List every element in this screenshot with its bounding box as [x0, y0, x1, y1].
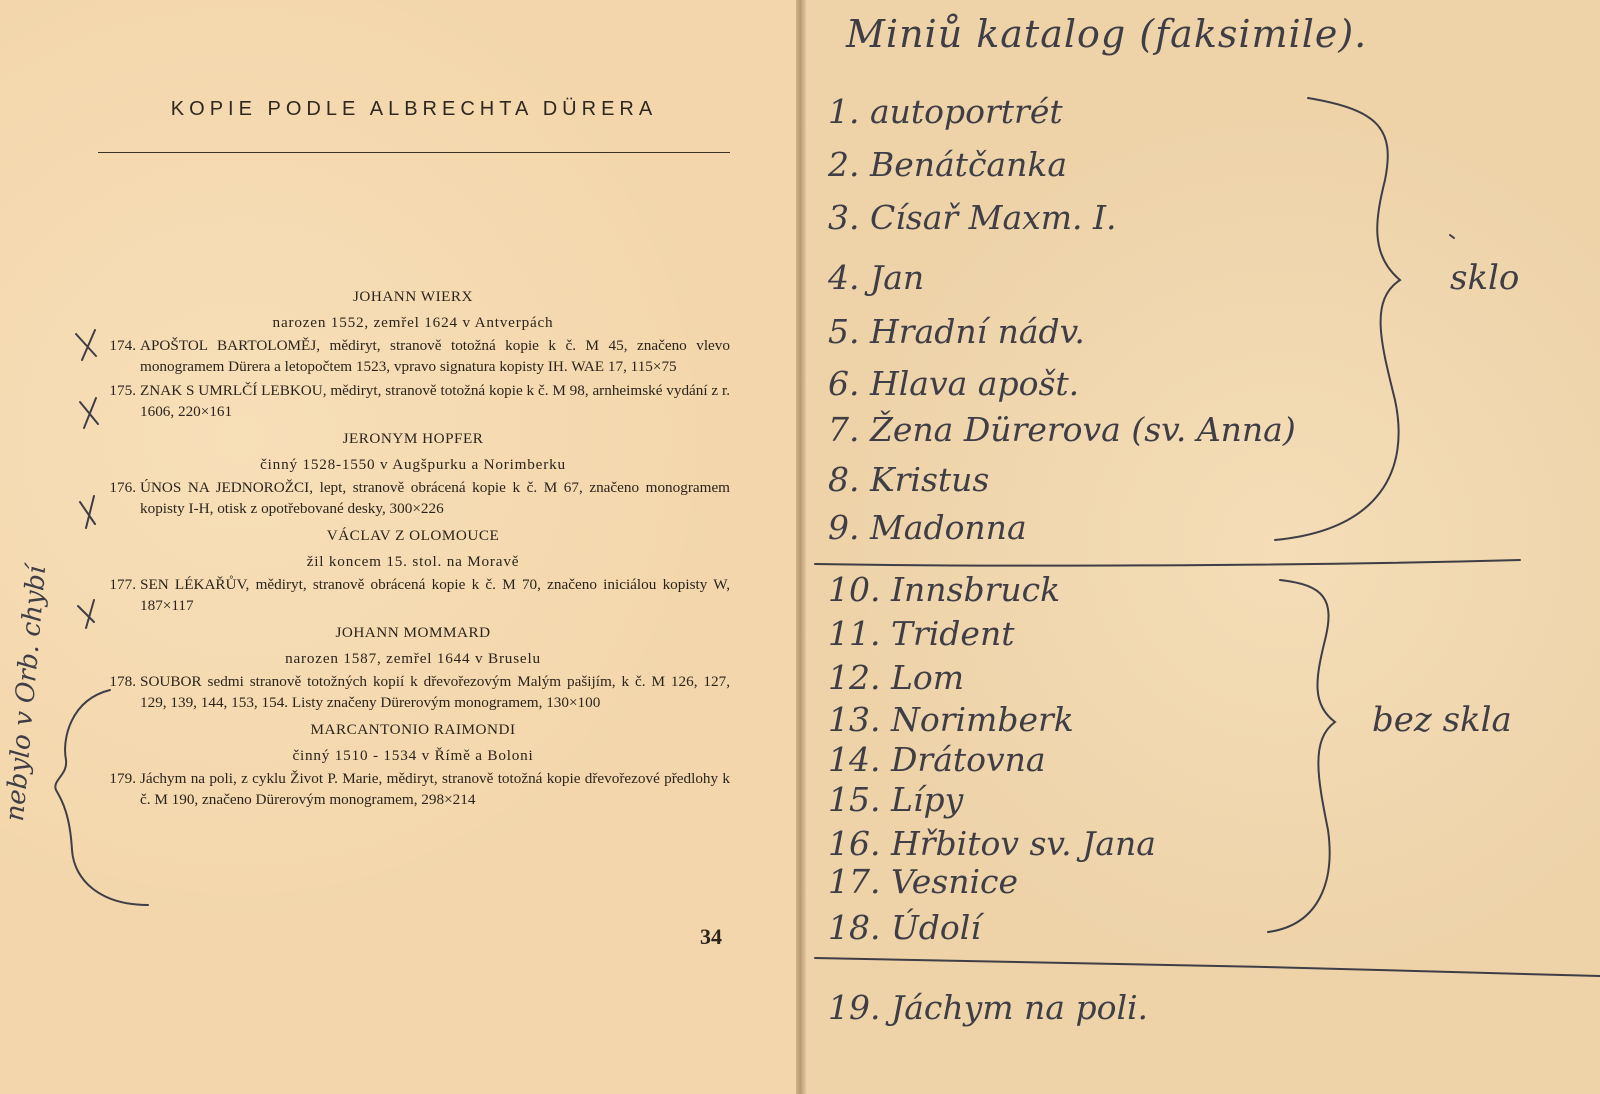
handwritten-item: 7. Žena Dürerova (sv. Anna)	[828, 410, 1296, 449]
catalog-entry	[96, 477, 730, 519]
catalog-entries	[96, 286, 730, 813]
handwritten-item: 11. Trident	[828, 614, 1015, 653]
handwritten-item: 2. Benátčanka	[828, 145, 1068, 184]
handwritten-item: 15. Lípy	[828, 780, 964, 819]
artist-bio: narozen 1552, zemřel 1624 v Antverpách	[272, 314, 554, 331]
catalog-entry	[96, 574, 730, 616]
handwritten-item: 3. Císař Maxm. I.	[828, 198, 1117, 237]
handwritten-item: 19. Jáchym na poli.	[828, 988, 1149, 1027]
artist-bio: žil koncem 15. stol. na Moravě	[306, 553, 520, 570]
artist-name: JERONYM HOPFER	[342, 430, 484, 447]
handwritten-item: 13. Norimberk	[828, 700, 1074, 739]
artist-bio: činný 1528-1550 v Augšpurku a Norimberku	[260, 456, 566, 473]
catalog-entry	[96, 335, 730, 377]
artist-bio: činný 1510 - 1534 v Římě a Boloni	[292, 747, 534, 764]
page-heading: KOPIE PODLE ALBRECHTA DÜRERA	[170, 98, 658, 120]
book-gutter	[796, 0, 806, 1094]
entry-text: SOUBOR sedmi stranově totožných kopií k dřevořezovým Malým pašijím, k č. M 126, 127, 129, 139, 144, 153, 154. Listy značeny Dürerovým monogramem, 130×100	[140, 673, 730, 711]
entry-number: 175.	[109, 382, 136, 399]
entry-number: 176.	[109, 479, 136, 496]
entry-number: 179.	[109, 770, 136, 787]
brace-label-bez-skla: bez skla	[1372, 700, 1512, 740]
entry-number: 177.	[109, 576, 136, 593]
entry-number: 174.	[109, 337, 136, 354]
entry-text: ÚNOS NA JEDNOROŽCI, lept, stranově obrácená kopie k č. M 67, značeno monogramem kopisty I-H, otisk z opotřebované desky, 300×226	[140, 479, 730, 517]
entry-number: 178.	[109, 673, 136, 690]
handwritten-item: 14. Drátovna	[828, 740, 1046, 779]
artist-name: MARCANTONIO RAIMONDI	[310, 721, 516, 738]
artist-name: VÁCLAV Z OLOMOUCE	[326, 527, 500, 544]
entry-text: ZNAK S UMRLČÍ LEBKOU, mědiryt, stranově totožná kopie k č. M 98, arnheimské vydání z r. 1606, 220×161	[140, 382, 730, 420]
handwritten-title: Miniů katalog (faksimile).	[846, 12, 1368, 56]
handwritten-item: 5. Hradní nádv.	[828, 312, 1085, 351]
page-number: 34	[700, 924, 722, 949]
artist-bio: narozen 1587, zemřel 1644 v Bruselu	[285, 650, 541, 667]
handwritten-item: 18. Údolí	[828, 908, 981, 947]
entry-text: Jáchym na poli, z cyklu Život P. Marie, mědiryt, stranově totožná kopie dřevořezové předlohy k č. M 190, značeno Dürerovým monogramem, 298×214	[140, 770, 730, 808]
handwritten-item: 4. Jan	[828, 258, 925, 297]
entry-text: APOŠTOL BARTOLOMĚJ, mědiryt, stranově totožná kopie k č. M 45, značeno vlevo monogramem Dürera a letopočtem 1523, vpravo signatura kopisty IH. WAE 17, 115×75	[140, 337, 730, 375]
handwritten-item: 9. Madonna	[828, 508, 1027, 547]
catalog-entry	[96, 671, 730, 713]
handwritten-item: 8. Kristus	[828, 460, 990, 499]
handwritten-margin-note: nebylo v Orb. chybí	[0, 564, 53, 823]
handwritten-item: 16. Hřbitov sv. Jana	[828, 824, 1156, 863]
catalog-entry	[96, 380, 730, 422]
handwritten-item: 12. Lom	[828, 658, 965, 697]
handwritten-item: 6. Hlava apošt.	[828, 364, 1080, 403]
artist-name: JOHANN MOMMARD	[335, 624, 491, 641]
handwritten-item: 1. autoportrét	[828, 92, 1063, 131]
handwritten-item: 17. Vesnice	[828, 862, 1019, 901]
entry-text: SEN LÉKAŘŮV, mědiryt, stranově obrácená kopie k č. M 70, značeno iniciálou kopisty W, 187×117	[140, 576, 730, 614]
artist-name: JOHANN WIERX	[352, 288, 474, 305]
heading-rule	[98, 152, 730, 153]
handwritten-item: 10. Innsbruck	[828, 570, 1061, 609]
catalog-entry	[96, 768, 730, 810]
brace-label-sklo: sklo	[1450, 258, 1520, 298]
